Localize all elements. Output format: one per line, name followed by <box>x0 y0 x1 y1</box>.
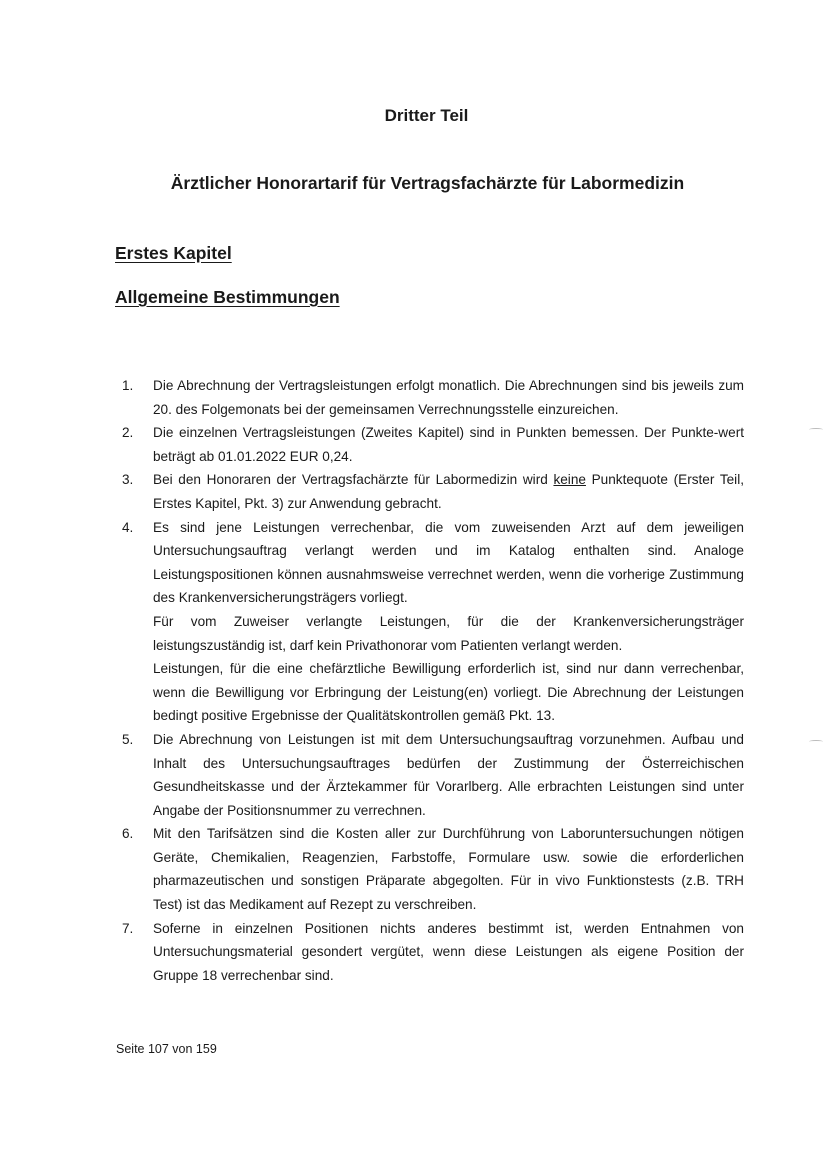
list-item-7 <box>120 917 744 988</box>
page-footer: Seite 107 von 159 <box>116 1042 217 1056</box>
list-item-3 <box>120 468 744 515</box>
scan-mark <box>809 428 823 431</box>
item-number: 2. <box>122 425 134 441</box>
item-text-underlined: keine <box>553 472 586 488</box>
item-number: 5. <box>122 731 134 747</box>
main-title: Ärztlicher Honorartarif für Vertragsfachärzte für Labormedizin <box>170 173 685 193</box>
item-number: 1. <box>122 378 134 393</box>
part-title: Dritter Teil <box>384 106 469 125</box>
item-text: Soferne in einzelnen Positionen nichts anderes bestimmt ist, werden Entnahmen von Untersuchungsmaterial gesondert vergütet, wenn diese Leistungen als eigene Position der Gruppe 18 verrechenbar sind. <box>153 920 744 983</box>
item-number: 4. <box>122 519 134 535</box>
item-text: Die Abrechnung der Vertragsleistungen erfolgt monatlich. Die Abrechnungen sind bis jeweils zum 20. des Folgemonats bei der gemeinsamen Verrechnungsstelle einzureichen. <box>153 378 744 417</box>
scan-mark <box>809 740 823 743</box>
list-item-5 <box>120 728 744 822</box>
item-text <box>153 468 744 515</box>
item-text-before: Bei den Honoraren der Vertragsfachärzte für Labormedizin wird <box>153 472 554 488</box>
list-item-6 <box>120 822 744 916</box>
item-number: 7. <box>122 920 134 936</box>
item-text: Mit den Tarifsätzen sind die Kosten aller zur Durchführung von Laboruntersuchungen nötigen Geräte, Chemikalien, Reagenzien, Farbstoffe, Formulare usw. sowie die erforderlichen pharmazeutischen und sonstigen Präparate abgegolten. Für in vivo Funktionstests (z.B. TRH Test) ist das Medikament auf Rezept zu verschreiben. <box>153 826 744 913</box>
chapter-heading: Erstes Kapitel <box>115 243 232 263</box>
item-paragraph: Es sind jene Leistungen verrechenbar, die vom zuweisenden Arzt auf dem jeweiligen Untersuchungsauftrag verlangt werden und im Katalog enthalten sind. Analoge Leistungspositionen können ausnahmsweise verrechnet werden, wenn die vorherige Zustimmung des Krankenversicherungsträgers vorliegt. <box>153 519 744 606</box>
list-item-4 <box>120 516 744 728</box>
item-number: 6. <box>122 826 134 842</box>
item-paragraph: Leistungen, für die eine chefärztliche Bewilligung erforderlich ist, sind nur dann verrechenbar, wenn die Bewilligung vor Erbringung der Leistung(en) vorliegt. Die Abrechnung der Leistungen bedingt positive Ergebnisse der Qualitätskontrollen gemäß Pkt. 13. <box>153 661 744 724</box>
section-heading: Allgemeine Bestimmungen <box>115 287 340 307</box>
list-item-2 <box>120 421 744 468</box>
item-text: Die Abrechnung von Leistungen ist mit dem Untersuchungsauftrag vorzunehmen. Aufbau und Inhalt des Untersuchungsauftrages bedürfen der Zustimmung der Österreichischen Gesundheitskasse und der Ärztekammer für Vorarlberg. Alle erbrachten Leistungen sind unter Angabe der Positionsnummer zu verrechnen. <box>153 731 744 818</box>
list-item-1 <box>120 374 744 421</box>
provisions-list <box>120 374 744 987</box>
item-text: Die einzelnen Vertragsleistungen (Zweites Kapitel) sind in Punkten bemessen. Der Punkte-wert beträgt ab 01.01.2022 EUR 0,24. <box>153 425 744 464</box>
item-paragraph: Für vom Zuweiser verlangte Leistungen, für die der Krankenversicherungsträger leistungszuständig ist, darf kein Privathonorar vom Patienten verlangt werden. <box>153 613 744 653</box>
item-text-after: Punktequote (Erster Teil, Erstes Kapitel, Pkt. 3) zur Anwendung gebracht. <box>153 472 744 511</box>
item-number: 3. <box>122 472 134 488</box>
